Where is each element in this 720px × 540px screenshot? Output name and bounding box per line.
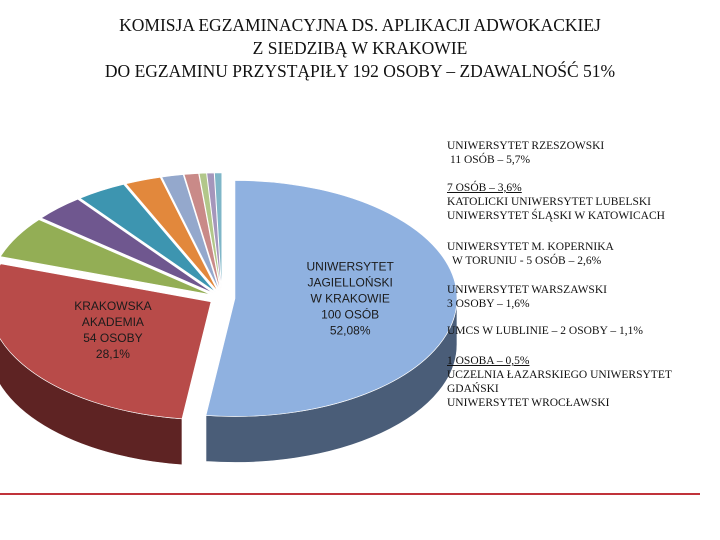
annotation-group1-value: 1 OSOBA – 0,5% (447, 355, 530, 367)
pie-label-1-line-1: AKADEMIA (81, 315, 144, 330)
pie-label-1-line-2: 54 OSOBY (83, 331, 143, 346)
pie-label-0-line-2: W KRAKOWIE (310, 291, 390, 306)
annotation-group7-name2: UNIWERSYTET ŚLĄSKI W KATOWICACH (447, 210, 665, 222)
pie-label-1-line-3: 28,1% (95, 347, 130, 362)
annotation-torun-name: UNIWERSYTET M. KOPERNIKA (447, 241, 614, 253)
annotation-group1-name3: UNIWERSYTET WROCŁAWSKI (447, 397, 610, 409)
annotation-group7 (447, 181, 665, 223)
annotation-warsaw (447, 283, 607, 311)
annotation-group1-name2: GDAŃSKI (447, 383, 499, 395)
annotation-group7-name1: KATOLICKI UNIWERSYTET LUBELSKI (447, 196, 652, 208)
pie-label-0-line-1: JAGIELLOŃSKI (307, 275, 393, 290)
pie-label-1-line-0: KRAKOWSKA (74, 299, 152, 314)
title-line-3: DO EGZAMINU PRZYSTĄPIŁY 192 OSOBY – ZDAWALNOŚĆ 51% (104, 61, 616, 81)
annotation-rzeszow-value: 11 OSÓB – 5,7% (450, 154, 531, 166)
annotation-torun (447, 240, 614, 268)
title-line-2: Z SIEDZIBĄ W KRAKOWIE (252, 38, 468, 58)
annotation-group1 (447, 354, 672, 410)
title-line-1: KOMISJA EGZAMINACYJNA DS. APLIKACJI ADWOKACKIEJ (119, 15, 601, 35)
annotation-group1-name1: UCZELNIA ŁAZARSKIEGO UNIWERSYTET (447, 369, 672, 381)
pie-label-0-line-0: UNIWERSYTET (306, 259, 394, 274)
annotation-warsaw-value: 3 OSOBY – 1,6% (447, 298, 530, 310)
annotation-group7-value: 7 OSÓB – 3,6% (447, 182, 522, 194)
annotation-torun-value: W TORUNIU - 5 OSÓB – 2,6% (452, 255, 602, 267)
annotation-rzeszow-name: UNIWERSYTET RZESZOWSKI (447, 140, 605, 152)
annotation-warsaw-name: UNIWERSYTET WARSZAWSKI (447, 284, 607, 296)
pie-label-0-line-3: 100 OSÓB (321, 307, 380, 322)
annotation-umcs (447, 324, 643, 338)
annotation-rzeszow (447, 139, 604, 167)
annotation-umcs-text: UMCS W LUBLINIE – 2 OSOBY – 1,1% (447, 325, 643, 337)
footer-divider (0, 493, 700, 495)
pie-label-0-line-4: 52,08% (329, 323, 371, 338)
